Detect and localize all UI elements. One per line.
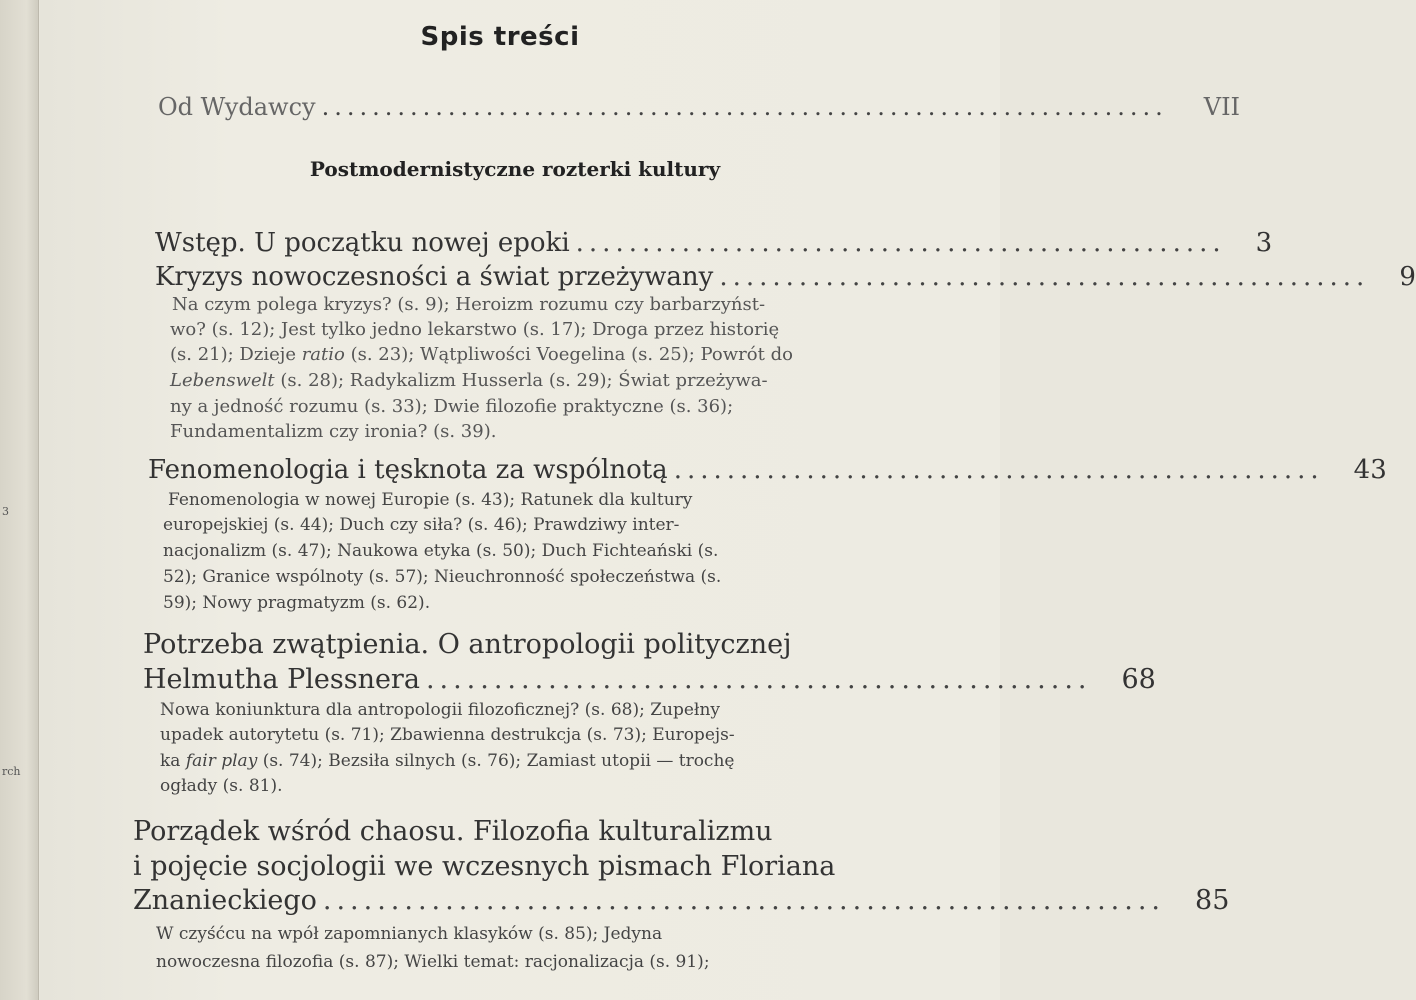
toc-subtopics-line: Fundamentalizm czy ironia? (s. 39). <box>170 421 497 442</box>
toc-entry-preface <box>158 93 1241 121</box>
subtopic-text: (s. 23); Wątpliwości Voegelina (s. 25); Powrót do <box>344 344 793 365</box>
toc-entry-page: 68 <box>1121 664 1156 695</box>
toc-subtopics-line: Na czym polega kryzys? (s. 9); Heroizm rozumu czy barbarzyńst- <box>172 294 766 315</box>
toc-subtopics-line <box>160 751 734 771</box>
toc-subtopics-line: wo? (s. 12); Jest tylko jedno lekarstwo (s. 17); Droga przez historię <box>170 319 780 340</box>
subtopic-italic-term: ratio <box>301 344 345 365</box>
toc-entry-title: Od Wydawcy <box>158 93 316 121</box>
subtopic-text: ka <box>160 751 186 771</box>
subtopic-italic-term: fair play <box>185 751 258 771</box>
dot-leader: ................................................. <box>719 262 1370 292</box>
toc-subtopics-line: Nowa koniunktura dla antropologii filozoficznej? (s. 68); Zupełny <box>160 700 720 720</box>
toc-subtopics-line <box>170 370 768 391</box>
toc-entry-page: 85 <box>1195 885 1230 916</box>
toc-subtopics-line: 52); Granice wspólnoty (s. 57); Nieuchronność społeczeństwa (s. <box>163 567 722 587</box>
subtopic-text: (s. 21); Dzieje <box>170 344 302 365</box>
toc-entry <box>143 664 1156 695</box>
toc-subtopics-line: nacjonalizm (s. 47); Naukowa etyka (s. 50); Duch Fichteański (s. <box>163 541 719 561</box>
dot-leader: ................................................. <box>575 228 1226 258</box>
dot-leader: ................................................................... <box>321 93 1168 121</box>
toc-subtopics-line: ny a jedność rozumu (s. 33); Dwie filozofie praktyczne (s. 36); <box>170 396 734 417</box>
left-page-mark: 3 <box>2 505 9 518</box>
page-title: Spis treści <box>420 22 580 52</box>
subtopic-text: (s. 28); Radykalizm Husserla (s. 29); Świat przeżywa- <box>274 370 768 391</box>
toc-entry-page: 3 <box>1255 228 1273 258</box>
toc-entry-title-line: Potrzeba zwątpienia. O antropologii politycznej <box>143 629 792 660</box>
toc-entry <box>155 262 1416 292</box>
toc-entry-title-line: Porządek wśród chaosu. Filozofia kulturalizmu <box>133 816 773 847</box>
part-heading: Postmodernistyczne rozterki kultury <box>309 157 721 181</box>
left-page-edge <box>0 0 39 1000</box>
toc-subtopics-line: 59); Nowy pragmatyzm (s. 62). <box>163 593 431 613</box>
toc-entry <box>155 228 1273 258</box>
toc-subtopics-line: ogłady (s. 81). <box>160 776 283 796</box>
toc-entry-title: Helmutha Plessnera <box>143 664 420 695</box>
dot-leader: .............................................................. <box>322 885 1166 916</box>
toc-subtopics-line: W czyśćcu na wpół zapomnianych klasyków (s. 85); Jedyna <box>156 924 663 944</box>
toc-entry-title: Fenomenologia i tęsknota za wspólnotą <box>148 455 668 485</box>
toc-entry-page: 9 <box>1399 262 1416 292</box>
toc-entry-title: Znanieckiego <box>133 885 317 916</box>
toc-entry-title: Kryzys nowoczesności a świat przeżywany <box>155 262 714 292</box>
toc-subtopics-line <box>170 344 793 365</box>
dot-leader: ................................................. <box>673 455 1324 485</box>
subtopic-text: (s. 74); Bezsiła silnych (s. 76); Zamiast utopii — trochę <box>257 751 735 771</box>
dot-leader: ................................................. <box>425 664 1092 695</box>
toc-entry-title: Wstęp. U początku nowej epoki <box>155 228 570 258</box>
toc-subtopics-line: europejskiej (s. 44); Duch czy siła? (s. 46); Prawdziwy inter- <box>163 515 680 535</box>
toc-entry <box>133 885 1230 916</box>
subtopic-italic-term: Lebenswelt <box>170 370 275 391</box>
toc-entry-page: VII <box>1203 93 1241 121</box>
toc-entry-title-line: i pojęcie socjologii we wczesnych pismach Floriana <box>133 851 836 882</box>
toc-subtopics-line: upadek autorytetu (s. 71); Zbawienna destrukcja (s. 73); Europejs- <box>160 725 735 745</box>
left-page-mark: rch <box>2 765 21 778</box>
toc-entry <box>148 455 1387 485</box>
toc-entry-page: 43 <box>1353 455 1387 485</box>
toc-subtopics-line: nowoczesna filozofia (s. 87); Wielki temat: racjonalizacja (s. 91); <box>156 952 710 972</box>
toc-subtopics-line: Fenomenologia w nowej Europie (s. 43); Ratunek dla kultury <box>168 490 693 510</box>
